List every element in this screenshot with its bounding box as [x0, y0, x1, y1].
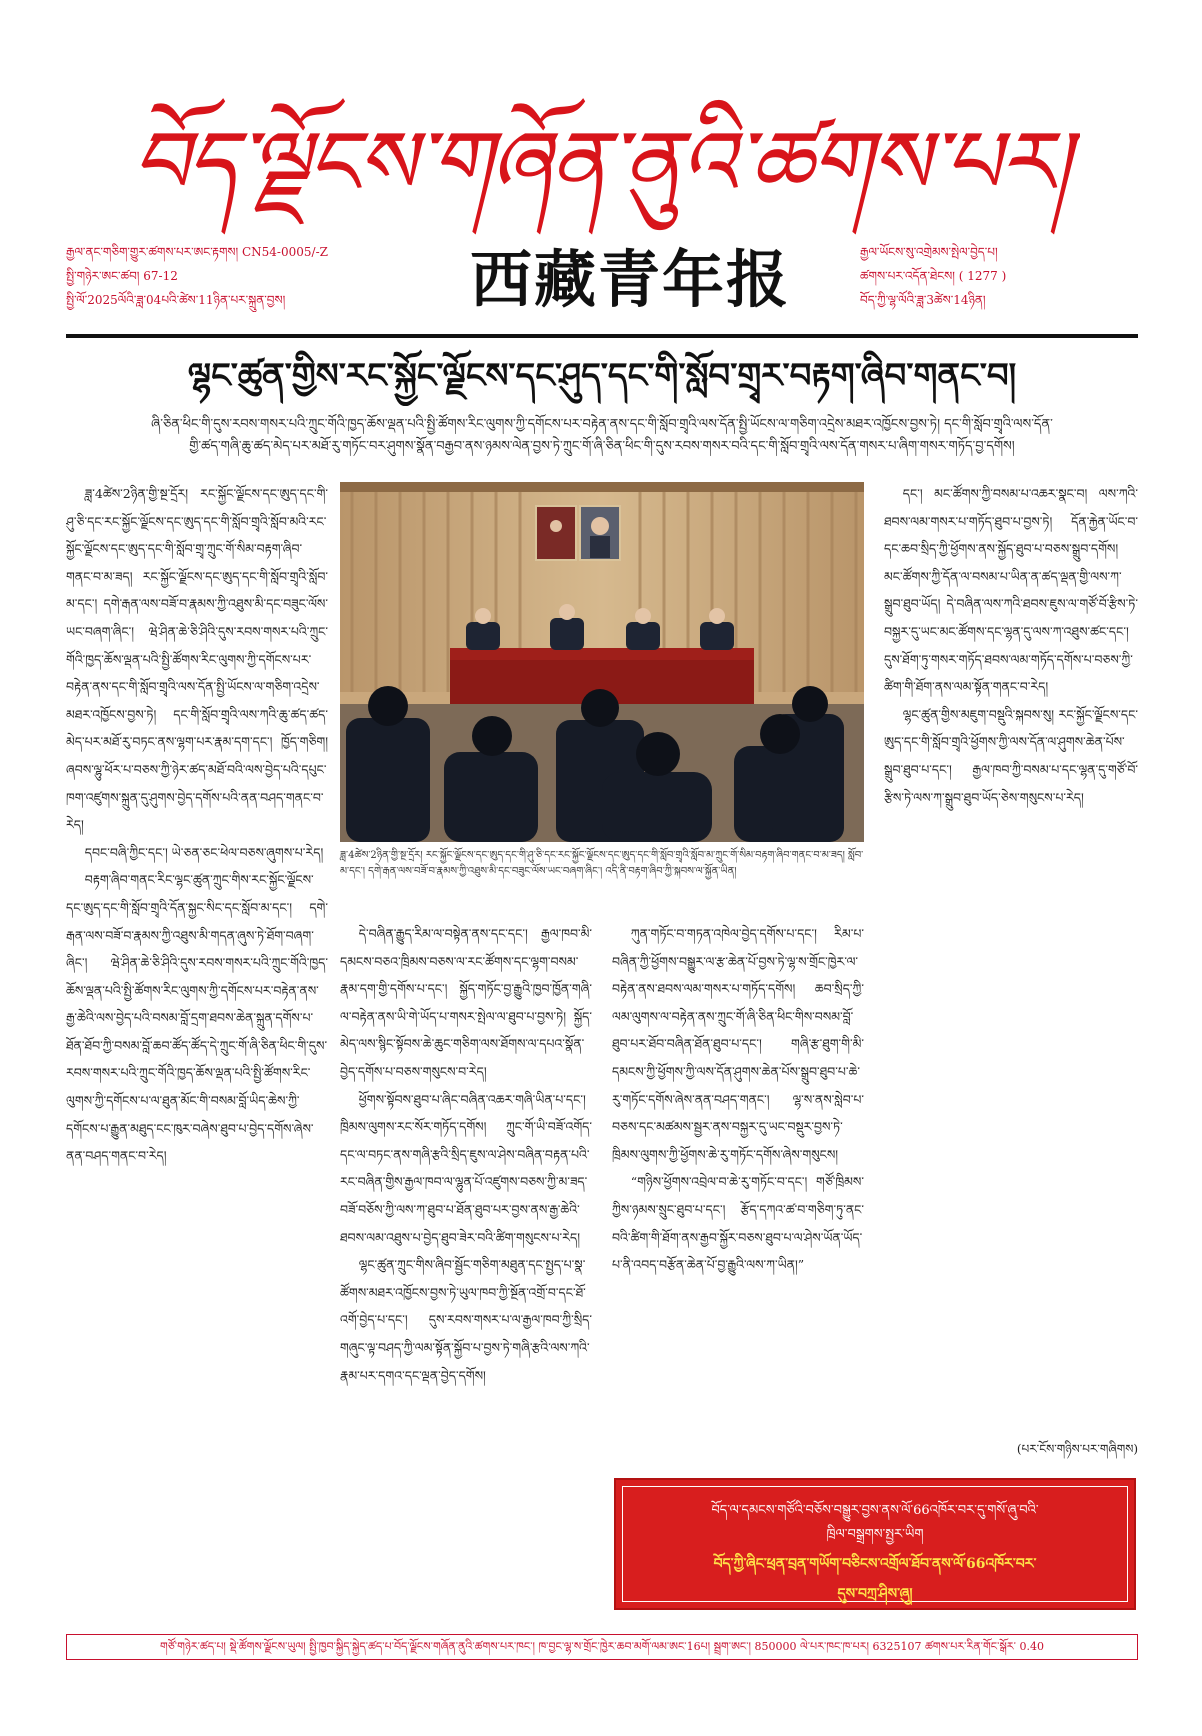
article-headline: ལྷང་ཚུན་གྱིས་རང་སྐྱོང་ལྗོངས་དང་ཤུད་དང་གི་སློབ་གྲྭར་བརྟག་ཞིབ་གནང་བ། — [187, 356, 1017, 396]
meta-right-line: རྒྱལ་ཡོངས་སུ་འགྲེམས་སྤེལ་བྱེད་པ། — [860, 245, 998, 259]
meta-left-line: སྤྱི་གཉེར་ཨང་ཚབ། 67-12 — [66, 269, 178, 283]
paragraph: ཟླ་4ཚེས་2ཉིན་གྱི་སྔ་དྲོར། རང་སྐྱོང་ལྗོངས་དང་ཨུད་དང་གི་ཤུ་ཅི་དང་རང་སྐྱོང་ལྗོངས་དང་ཨུད་དང་གི་སློབ་གྲྭའི་སློབ་མའི་རང་སྐྱོང་ལྗོངས་དང་ཨུད་དང་གི་སློབ་གྲྭ་ཀྲུང་གོ་སིམ་བརྟག་ཞིབ་གནང་བ་མ་ཟད། རང་སྐྱོང་ལྗོངས་དང་ཨུད་དང་གི་སློབ་གྲྭའི་སློབ་མ་དང་། དགེ་རྒན་ལས་བཟོ་བ་རྣམས་ཀྱི་འཐུས་མི་དང་བཟུང་ལོས་ཡང་བཞག་ཞིང་། ཝེ་ཤིན་ཆེ་ཅི་ཤིའི་དུས་རབས་གསར་པའི་ཀྲུང་གོའི་ཁྱད་ཆོས་ལྡན་པའི་སྤྱི་ཚོགས་རིང་ལུགས་ཀྱི་དགོངས་པར་བརྟེན་ནས་དང་གི་སློབ་གྲྭའི་ལས་དོན་སྤྱི་ཡོངས་ལ་གཅིག་འདྲེས་མཐར་འཁྱོངས་བྱས་ཏེ། དང་གི་སློབ་གྲྭའི་ལས་ཀའི་ཆུ་ཚད་ཚད་མེད་པར་མཐོ་རུ་བཏང་ནས་ལྷག་པར་རྣམ་དག་དང་། ཁྱོད་གཅིག། ཞབས་ལྷུ་ཕོར་པ་བཅས་ཀྱི་ཉེར་ཚད་མཐོ་བའི་ལས་བྱེད་པའི་དཔུང་ཁག་འཛུགས་སྐྲུན་དུ་ཤུགས་བྱེད་དགོས་པའི་ནན་བཤད་གནང་བ་རེད། — [66, 486, 328, 833]
issue-meta-left — [66, 240, 406, 312]
masthead-tibetan-title: བོད་ལྗོངས་གཞོན་ནུའི་ཚགས་པར། — [131, 111, 1069, 214]
notice-line: བོད་ལ་དམངས་གཙོའི་བཅོས་བསྒྱུར་བྱས་ནས་ལོ་66འཁོར་བར་དུ་གསོ་ཞུ་བའི་ — [711, 1503, 1039, 1518]
paragraph: དེ་བཞིན་རྒྱུད་རིམ་ལ་བསྟེན་ནས་དང་དང་། རྒྱལ་ཁབ་མི་དམངས་བཅའ་ཁྲིམས་བཅས་ལ་རང་ཚོགས་དང་ལྷག་བསམ་རྣམ་དག་གྱི་དགོས་པ་དང་། སྐྱོད་གཏོང་བྱ་རྒྱུའི་ཁྱབ་ཁྱོན་གཞི་ལ་བརྟེན་ནས་ཡི་གེ་ཡོད་པ་གསར་སྤེལ་ལ་ཐུབ་པ་བྱས་ཏེ། སྐྱོད་མེད་ལས་སྙིང་སྟོབས་ཆེ་ཆུང་གཅིག་ལས་ཐོགས་ལ་དཔའ་སྣོན་བྱེད་དགོས་པ་བཅས་གསུངས་བ་རེད། — [340, 926, 592, 1079]
paragraph: ལྷང་ཚུན་ཀྲུང་གིས་ཞིབ་སྦྱོང་གཅིག་མཐུན་དང་སྤྱད་པ་སྣ་ཚོགས་མཐར་འཁྱོངས་བྱས་ཏེ་ཡུལ་ཁབ་ཀྱི་སྔོན་འགྲོ་བ་དང་ཐོ་འགོ་བྱེད་པ་དང་། དུས་རབས་གསར་པ་ལ་རྒྱལ་ཁབ་ཀྱི་སྲིད་གཞུང་ལྟ་བཤད་ཀྱི་ལམ་སྟོན་སྐྱོབ་པ་བྱས་ཏེ་གཞི་རྩའི་ལས་ཀའི་རྣམ་པར་དགའ་དང་ལྡན་བྱེད་དགོས། — [340, 1257, 592, 1383]
dek-line: ཞི་ཅིན་ཕིང་གི་དུས་རབས་གསར་པའི་ཀྲུང་གོའི་ཁྱད་ཆོས་ལྡན་པའི་སྤྱི་ཚོགས་རིང་ལུགས་ཀྱི་དགོངས་པར་བརྟེན་ནས་དང་གི་སློབ་གྲྭའི་ལས་དོན་སྤྱི་ཡོངས་ལ་གཅིག་འདྲེས་མཐར་འཁྱོངས་བྱས་ཏེ། དང་གི་སློབ་གྲྭའི་ལས་དོན་ — [151, 417, 1053, 432]
continued-note: (པར་ངོས་གཉིས་པར་གཞིགས) — [1016, 1442, 1138, 1456]
news-photo — [340, 482, 864, 842]
meta-left-line: རྒྱལ་ནང་གཅིག་གྱུར་ཚགས་པར་ཨང་རྟགས། CN54-0005/-Z — [66, 245, 328, 259]
article-dek — [66, 414, 1138, 458]
masthead-rule — [66, 334, 1138, 338]
notice-highlight-line: བོད་ཀྱི་ཞིང་ཕྲན་བྲན་གཡོག་བཅིངས་འགྲོལ་ཐོབ་ནས་ལོ་66འཁོར་བར་ — [713, 1556, 1037, 1572]
paragraph: དང་། མང་ཚོགས་ཀྱི་བསམ་པ་འཆར་སྣང་བ། ལས་ཀའི་ཐབས་ལམ་གསར་པ་གཏོད་ཐུབ་པ་བྱས་ཏེ། དོན་རྐྱེན་ཡོང་བ་དང་ཆབ་སྲིད་ཀྱི་ཕྱོགས་ནས་སྐྱོད་ཐུབ་པ་བཅས་སྒྲུབ་དགོས། མང་ཚོགས་ཀྱི་དོན་ལ་བསམ་པ་ཡིན་ན་ཚད་ལྡན་གྱི་ལས་ཀ་སྒྲུབ་ཐུབ་ཡོད། དེ་བཞིན་ལས་ཀའི་ཐབས་ཇུས་ལ་གཙོ་བོ་རྩིས་ཏེ་བསྐྱར་དུ་ཡང་མང་ཚོགས་དང་ལྷན་དུ་ལས་ཀ་འཐུས་ཚང་དང་། དུས་ཐོག་ཏུ་གསར་གཏོད་ཐབས་ལམ་གཏོད་དགོས་པ་བཅས་ཀྱི་ཚིག་གི་ཐོག་ནས་ལམ་སྟོན་གནང་བ་རེད། — [884, 486, 1138, 695]
notice-line: ཁྲིལ་བསྒྲགས་སྤྱར་ཡིག — [826, 1527, 924, 1542]
paragraph: “གཉིས་ཕྱོགས་འབྲེལ་བ་ཆེ་རུ་གཏོང་བ་དང་། གཙོ་ཁྲིམས་ཀྱིས་ཉམས་སྲུང་ཐུབ་པ་དང་། རྩོད་དཀའ་ཚ་བ་གཅིག་ཏུ་ནང་བའི་ཚིག་གི་ཐོག་ནས་རྒྱབ་སྐྱོར་བཅས་ཐུབ་པ་ལ་ཤེས་ཡོན་ཡོད་པ་ནི་འབད་བརྩོན་ཆེན་པོ་བྱ་རྒྱུའི་ལས་ཀ་ཡིན།” — [612, 1174, 864, 1273]
meeting-photo-illustration — [340, 482, 864, 842]
paragraph: ལྷང་ཚུན་གྱིས་མཇུག་བསྡུའི་སྐབས་སུ། རང་སྐྱོང་ལྗོངས་དང་ཨུད་དང་གི་སློབ་གྲྭའི་ཕྱོགས་ཀྱི་ལས་དོན་ལ་ཤུགས་ཆེན་པོས་སྒྲུབ་ཐུབ་པ་དང་། རྒྱལ་ཁབ་ཀྱི་བསམ་པ་དང་ལྷན་དུ་གཙོ་བོ་རྩིས་ཏེ་ལས་ཀ་སྒྲུབ་ཐུབ་ཡོད་ཅེས་གསུངས་པ་རེད། — [884, 706, 1138, 805]
meta-left-line: སྤྱི་ལོ་2025ལོའི་ཟླ་04པའི་ཚེས་11ཉིན་པར་སྐྲུན་བྱས། — [66, 293, 286, 307]
photo-caption: ཟླ་4ཚེས་2ཉིན་གྱི་སྔ་དྲོར། རང་སྐྱོང་ལྗོངས་དང་ཨུད་དང་གི་ཤུ་ཅི་དང་རང་སྐྱོང་ལྗོངས་དང་ཨུད་དང་གི་སློབ་གྲྭའི་སློབ་མ་ཀྲུང་གོ་སིམ་བརྟག་ཞིབ་གནང་བ་མ་ཟད། སློབ་མ་དང་། དགེ་རྒན་ལས་བཟོ་བ་རྣམས་ཀྱི་འཐུས་མི་དང་བཟུང་ལོས་ཡང་བཞག་ཞིང་། འདི་ནི་བརྟག་ཞིབ་ཀྱི་སྐབས་ལ་སྐྱོན་ཡིན། — [340, 850, 864, 877]
article-column-1 — [66, 480, 328, 1632]
issue-meta-right — [860, 240, 1160, 312]
meta-right-line: ཚགས་པར་འདོན་ཐེངས། ( 1277 ) — [860, 269, 1007, 283]
paragraph: དབང་བཞི་ཀྱིང་དང་། ཡེ་ཅན་ཅང་ཕེལ་བཅས་ཞུགས་པ་རེད། — [84, 844, 324, 860]
paragraph: ཕྱོགས་སྟོབས་ཐུབ་པ་ཞིང་བཞིན་འཆར་གཞི་ཡིན་པ་དང་། ཁྲིམས་ལུགས་རང་སོར་གཏོད་དགོས། ཀྲུང་གོ་ཡི་བཟོ་འགོད་དང་ལ་བཏང་ནས་གཞི་རྩའི་སྲིད་ཇུས་ལ་ཤེས་བཞིན་བརྟན་པའི་རང་བཞིན་གྱིས་རྒྱལ་ཁབ་ལ་ལྷུན་པོ་འཛུགས་བཅས་ཀྱི་མ་ཟད་བཟོ་བཅོས་ཀྱི་ལས་ཀ་ཐུབ་པ་ཐོན་ཐུབ་པར་བྱས་ནས་རྒྱ་ཆེའི་ཐབས་ལམ་འཐུས་པ་བྱེད་ཐུབ་ཟེར་བའི་ཚིག་གསུངས་པ་རེད། — [340, 1091, 592, 1245]
article-column-4 — [884, 480, 1138, 1430]
anniversary-notice — [614, 1478, 1136, 1610]
masthead-chinese-title: 西藏青年报 — [469, 243, 790, 316]
notice-highlight-line: དུས་བཀྲ་ཤིས་ཞུ། — [837, 1586, 913, 1602]
meta-right-line: བོད་ཀྱི་ལྷ་ལོའི་ཟླ་3ཚེས་14ཉིན། — [860, 293, 986, 307]
paragraph: བརྟག་ཞིབ་གནང་རིང་ལྷང་ཚུན་ཀྲུང་གིས་རང་སྐྱོང་ལྗོངས་དང་ཨུད་དང་གི་སློབ་གྲྭའི་དོན་སྐྱང་སིང་དང་སློབ་མ་དང་། དགེ་རྒན་ལས་བཟོ་བ་རྣམས་ཀྱི་འཐུས་མི་གདན་ཞུས་ཏེ་ཐོག་བཞག་ཞིང་། ཝེ་ཤིན་ཆེ་ཅི་ཤིའི་དུས་རབས་གསར་པའི་ཀྲུང་གོའི་ཁྱད་ཆོས་ལྡན་པའི་སྤྱི་ཚོགས་རིང་ལུགས་ཀྱི་དགོངས་པར་བརྟེན་ནས་རྒྱ་ཆེའི་ལས་བྱེད་པའི་བསམ་བློ་དྲག་ཐབས་ཆེན་སྐྲུན་དགོས་པ་ཐོན་ཐོབ་ཀྱི་བསམ་བློ་ཆབ་ཚོད་ཚོད་དེ་ཀྲུང་གོ་ཞི་ཅིན་ཕིང་གི་དུས་རབས་གསར་པའི་ཀྲུང་གོའི་ཁྱད་ཆོས་ལྡན་པའི་སྤྱི་ཚོགས་རིང་ལུགས་ཀྱི་དགོངས་པ་ལ་ཐུན་མོང་གི་བསམ་བློ་ཡིད་ཆེས་ཀྱི་དགོངས་པ་རྒྱུན་མཐུད་ངང་ཁུར་བཞེས་ཐུབ་པ་བྱེད་དགོས་ཞེས་ནན་བཤད་གནང་བ་རེད། — [66, 872, 328, 1164]
dek-line: གྱི་ཚད་གཞི་ཆུ་ཚད་མེད་པར་མཐོ་རུ་གཏོང་བར་ཤུགས་སྣོན་བརྒྱབ་ནས་ཉམས་ལེན་བྱས་ཏེ་ཀྲུང་གོ་ཞི་ཅིན་ཕིང་གི་དུས་རབས་གསར་བའི་དང་གི་སློབ་གྲྭའི་ལས་དོན་གསར་པ་ཞིག་གསར་གཏོད་བྱ་དགོས། — [189, 439, 1015, 454]
article-column-2 — [340, 920, 592, 1632]
article-column-3 — [612, 920, 864, 1464]
notice-frame — [622, 1486, 1128, 1602]
paragraph: ཀུན་གཏོང་བ་གཏན་འཁེལ་བྱེད་དགོས་པ་དང་། རིམ་པ་བཞིན་ཀྱི་ཕྱོགས་བསྒྱུར་ལ་རྩ་ཆེན་པོ་བྱས་ཏེ་ལྷ་ས་གྲོང་ཁྱེར་ལ་བརྟེན་ནས་ཐབས་ལམ་གསར་པ་གཏོད་དགོས། ཆབ་སྲིད་ཀྱི་ལམ་ལུགས་ལ་བརྟེན་ནས་ཀྲུང་གོ་ཞི་ཅིན་ཕིང་གིས་བསམ་བློ་ཐུབ་པར་ཐོབ་བཞིན་ཐོན་ཐུབ་པ་དང་། གཞི་རྩ་ཐུག་གི་མི་དམངས་ཀྱི་ཕྱོགས་ཀྱི་ལས་དོན་ཤུགས་ཆེན་པོས་སྒྲུབ་ཐུབ་པ་ཆེ་རུ་གཏོང་དགོས་ཞེས་ནན་བཤད་གནང་། ལྷ་ས་ནས་སླེབ་པ་བཅས་དང་མཚམས་སྦྱར་ནས་བསྐྱར་དུ་ཡང་བསྡུར་བྱས་ཏེ་ཁྲིམས་ལུགས་ཀྱི་ཕྱོགས་ཆེ་རུ་གཏོང་དགོས་ཞེས་གསུངས། — [612, 926, 864, 1162]
publisher-footer: གཙོ་གཉེར་ཚད་པ། སྡེ་ཚོགས་ལྗོངས་ཡུལ། སྤྱི་ཁྱབ་སྐྱིད་སྐྱེད་ཚད་པ་བོད་ལྗོངས་གཞོན་ནུའི་ཚགས་པར་ཁང་། ཁ་བྱང་ལྷ་ས་གྲོང་ཁྱེར་ཆབ་མགོ་ལམ་ཨང་16པ། སྦྲག་ཨང་། 850000 ལེ་པར་ཁང་ཁ་པར། 6325107 ཚགས་པར་རིན་གོང་སྒོར་ 0.40 — [66, 1634, 1138, 1660]
